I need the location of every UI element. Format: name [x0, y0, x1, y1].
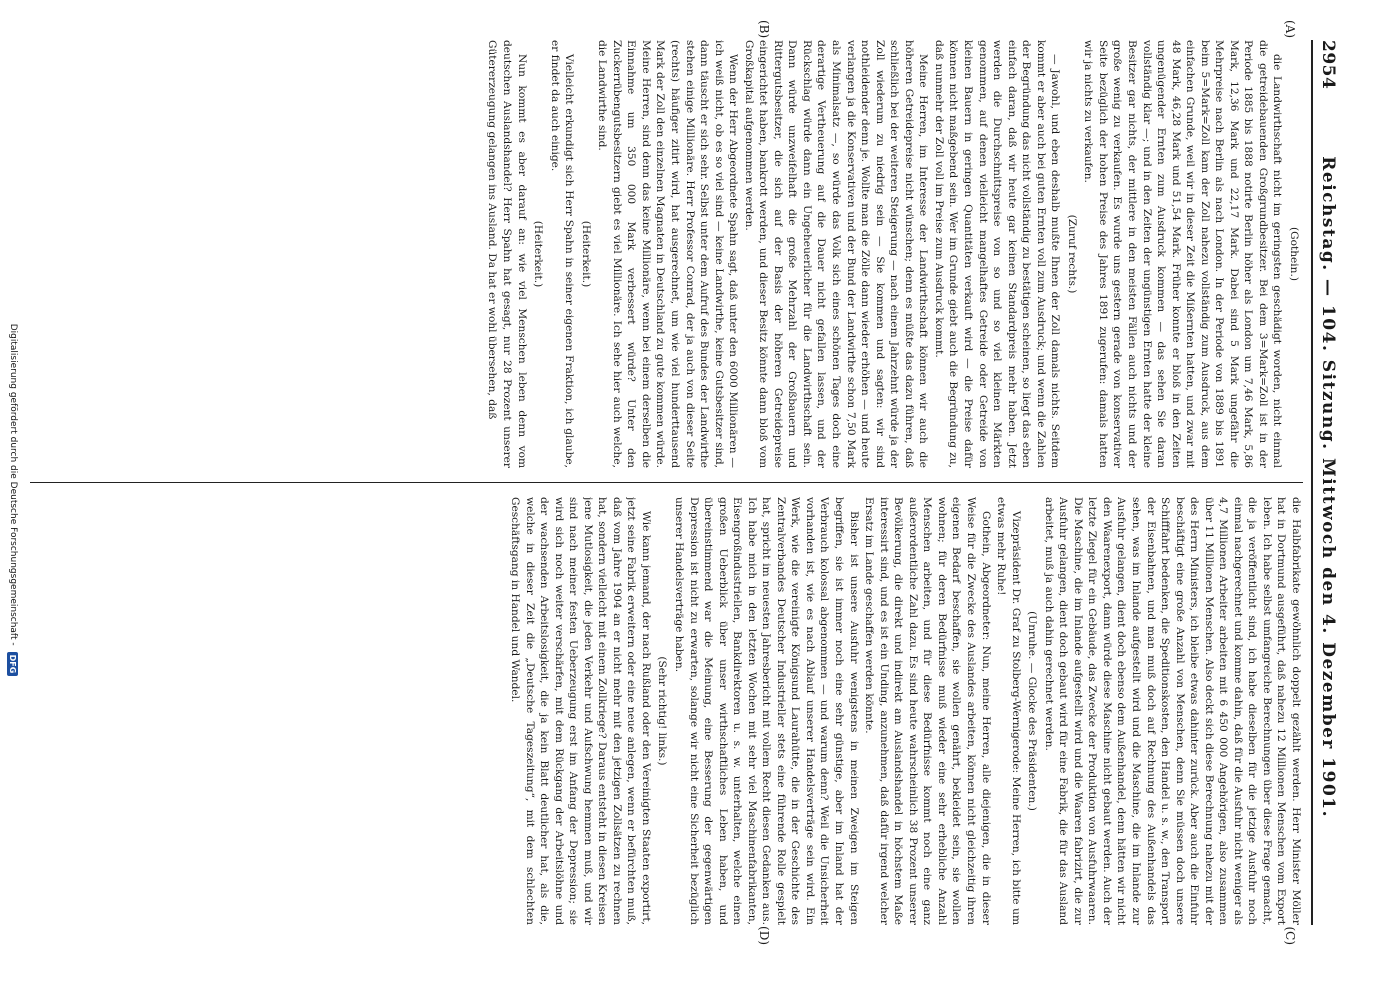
paragraph: die Halbfabrikate gewöhnlich doppelt gezählt werden. Herr Minister Möller hat in Dortmund ausgeführt, daß nahezu 12 Millionen Menschen vom Export leben. Ich habe selbst umfangreiche Berechnungen über diese Frage gemacht, die ja veröffentlicht sind, ich habe dieselben für die jetzige Ausfuhr noch einmal nachgerechnet und komme dahin, daß für die Ausfuhr nicht weniger als 4,7 Millionen Arbeiter arbeiten mit 6 450 000 Angehörigen, also zusammen über 11 Millionen Menschen. Also deckt sich diese Berechnung nahezu mit der des Herrn Ministers, ich bleibe etwas dahinter zurück. Aber auch die Einfuhr beschäftigt eine große Anzahl von Menschen, denn Sie müssen doch unsere Schifffahrt bedenken, die Speditionskosten, den Handel u. s. w., den Transport der Eisenbahnen, und man muß doch auf Rechnung des Außenhandels das sehen, was im Inlande aufgestellt wird und die Maschine, die im Inlande zur Ausfuhr gelangen, dient doch ebenso dem Außenhandel, denn hätten wir nicht den Waarenexport, dann würde diese Maschine nicht gebaut werden. Auch der letzte Ziegel für ein Gebäude, das Zwecke der Produktion von Ausfuhrwaaren. Die Maschine, die im Inlande aufgestellt wird und die Waaren fabrizirt, die zur Ausfuhr gelangen, dient doch gebaut wird für eine Fabrik, die für das Ausland arbeitet, muß ja auch dahin gerechnet werden. — [1042, 497, 1302, 925]
two-column-body — [30, 40, 1303, 925]
paragraph: Nun kommt es aber darauf an: wie viel Menschen leben denn vom deutschen Auslandshandel? Herr Spahn hat gesagt, nur 28 Prozent unserer Gütererzeugung gelangen ins Ausland. Da hat er wohl übersehen, daß — [486, 40, 528, 468]
margin-marker-b: (B) — [757, 20, 771, 39]
interjection: (Heiterkeit.) — [532, 220, 545, 288]
page-footer — [0, 0, 26, 1000]
paragraph: — Jawohl, und eben deshalb mußte Ihnen der Zoll damals nichts. Seitdem kommt er aber auch bei guten Ernten voll zum Ausdruck; und wenn die Zahlen der Begründung das nicht vollständig zu bestätigen scheinen, so liegt das eben einfach daran, daß wir heute gar keinen Standardpreis mehr haben. Jetzt werden die Durchschnittspreise von so und so viel kleinen Märkten genommen, auf denen vielleicht mangelhaftes Getreide oder Getreide von kleinen Bauern in geringen Quantitäten verkauft wird — die Preise dafür können nicht maßgebend sein. Wer im Grunde giebt auch die Begründung zu, daß nunmehr der Zoll voll im Preise zum Ausdruck kommt. — [932, 40, 1062, 468]
paragraph: Wenn der Herr Abgeordnete Spahn sagt, daß unter den 6000 Millionären — ich weiß nicht, ob es so viel sind — keine Landwirthe, keine Gutsbesitzer sind, dann täuscht er sich sehr. Selbst unter dem Aufruf des Bundes der Landwirthe stehen einige Millionäre. Herr Professor Conrad, der ja auch von dieser Seite (rechts) häufiger zitirt wird, hat ausgerechnet, um wie viel hunderttausend Mark der Zoll den einzelnen Magnaten in Deutschland zu gute kommen würde. Meine Herren, sind denn das keine Millionäre, wenn bei einem derselben die Einnahme um 350 000 Mark verbessert würde? Unter den Zuckerrübengutsbesitzern giebt es viel Millionäre. Ich sehe hier auch welche, die Landwirthe sind. — [596, 40, 740, 468]
paragraph: Vizepräsident Dr. Graf zu Stolberg-Wernigerode: Meine Herren, ich bitte um etwas mehr Ruhe! — [995, 497, 1022, 925]
left-column — [30, 40, 1303, 468]
footer-credit: Digitalisierung gefördert durch die Deutsche Forschungsgemeinschaft - — [8, 323, 18, 646]
paragraph: Wie kann jemand, der nach Rußland oder den Vereinigten Staaten exportirt, jetzt seine Fabrik erweitern oder eine neue anlegen, wenn er befürchten muß, daß vom Jahre 1904 an er nicht mehr mit den jetzigen Zollsätzen zu rechnen hat, sondern vielleicht mit einem Zollkriege? Daraus entsteht in diesen Kreisen jene Mutlosigkeit, die jeden Verkehr und Aufschwung hemmen muß, und wir sind nach meiner festen Ueberzeugung erst im Anfang der Depression; sie wird sich noch weiter verschärfen, mit dem Rückgang der Arbeitslöhne und der wachsenden Arbeitslosigkeit, die ja kein Blatt deutlicher hat, als die, welche in dieser Zeit die „Deutsche Tageszeitung“, mit dem schlechten Geschäftsgang in Handel und Wandel. — [509, 497, 652, 925]
interjection: (Zuruf rechts.) — [1065, 214, 1078, 294]
interjection: (Heiterkeit.) — [579, 220, 592, 288]
paragraph: Bisher ist unsere Ausfuhr wenigstens in meinen Zweigen im Steigen begriffen, sie ist immer noch eine sehr günstige, aber im Inland hat der Verbrauch kolossal abgenommen — und warum denn? Weil die Unsicherheit vorhanden ist, wie es nach Ablauf unserer Handelsverträge sein wird. Ein Werk, wie die vereinigte Königsund Laurahütte, die in der Geschichte des Zentralverbandes Deutscher Industrieller stets eine führende Rolle gespielt hat, spricht im neuesten Jahresbericht mit vollem Recht diesen Gedanken aus. Ich habe mich in den letzten Wochen mit sehr viel Maschinenfabrikanten, Eisengroßindustriellen, Bankdirektoren u. s. w. unterhalten, welche einen großen Ueberblick über unser wirthschaftliches Leben haben, und übereinstimmend war die Meinung, eine Besserung der gegenwärtigen Depression ist nicht zu erwarten, solange wir nicht eine Sicherheit bezüglich unserer Handelsverträge haben. — [673, 497, 860, 925]
margin-marker-c: (C) — [1283, 926, 1297, 945]
interjection: (Gothein.) — [1288, 226, 1300, 282]
interjection: (Sehr richtig! links.) — [656, 656, 669, 766]
paragraph: Meine Herren, im Interesse der Landwirthschaft können wir auch die höheren Getreidepreise nicht wünschen; denn es müßte das dazu führen, daß schließlich bei der weiteren Steigerung — nach einem Jahrzehnt würde ja der Zoll wiederum zu niedrig sein — Sie kommen und sagten: wir sind nothleidender denn je. Wollte man die Zölle dann wieder erhöhen — und heute verlangen ja die Konservativen und der Bund der Landwirthe schon 7,50 Mark als Minimalsatz —, so würde das Volk sich eines schönen Tages doch eine derartige Vertheuerung auf die Dauer nicht gefallen lassen, und der Rückschlag würde dann ein Ungeheuerlicher für die Landwirthschaft sein. Dann würde unzweifelhaft die große Mehrzahl der Großbauern und Rittergutsbesitzer, die sich auf der Basis der höheren Getreidepreise eingerichtet haben, bankrott werden, und dieser Besitz könnte dann bloß vom Großkapital aufgenommen werden. — [742, 40, 930, 468]
paragraph: Vielleicht erkundigt sich Herr Spahn in seiner eigenen Fraktion, ich glaube, er findet da auch einige. — [548, 40, 576, 468]
paragraph: die Landwirthschaft nicht im geringsten geschädigt worden, nicht einmal die getreidebauenden Großgrundbesitzer. Bei dem 3=Mark=Zoll ist in der Periode 1885 bis 1888 notirte Berlin höher als London um 7,46 Mark, 5,86 Mark, 12,36 Mark und 22,17 Mark. Dabei sind 5 Mark ungefähr die Mehrpreise nach Berlin als nach London. In der Periode von 1889 bis 1891 beim 5=Mark=Zoll kam der Zoll nahezu vollständig zum Ausdruck, aus dem einfachen Grunde, weil wir in dieser Zeit die Mißernten hatten, und zwar mit 48 Mark, 46,28 Mark und 51,54 Mark. Früher konnte er bloß in den Zeiten ungenügender Ernten zum Ausdruck kommen — das sehen Sie daran vollständig klar —; und in den Zeiten der ungünstigen Ernten hatte der kleine Besitzer gar nichts, der mittlere in den meisten Fällen auch nichts und der große wenig zu verkaufen. Es wurde uns gestern gerade von konservativer Seite bezüglich der hohen Preise des Jahres 1891 zugerufen: damals hatten wir ja nichts zu verkaufen. — [1082, 40, 1284, 468]
page-number: 2954 — [1318, 40, 1338, 90]
page-title: Reichstag. — 104. Sitzung. Mittwoch den 4. Dezember 1901. — [1318, 156, 1338, 819]
dfg-logo: DFG — [8, 652, 19, 677]
column-divider — [30, 482, 1303, 483]
page-header — [1311, 40, 1343, 925]
right-column — [30, 497, 1303, 925]
paragraph: Gothein, Abgeordneter: Nun, meine Herren, alle diejenigen, die in dieser Weise für die Zwecke des Auslandes arbeiten, können nicht gleichzeitig ihren eigenen Bedarf beschaffen, sie wollen genährt, bekleidet sein, sie wollen wohnen; für deren Bedürfnisse muß wieder eine sehr erhebliche Anzahl Menschen arbeiten, und für diese Bedürfnisse kommt noch eine ganz außerordentliche Zahl dazu. Es sind heute wahrscheinlich 38 Prozent unserer Bevölkerung, die direkt und indirekt am Auslandshandel in höchstem Maße interessirt sind, und es ist ein Unding, anzunehmen, daß dafür irgend welcher Ersatz im Lande geschaffen werden könnte. — [863, 497, 992, 925]
margin-marker-a: (A) — [1283, 20, 1297, 39]
margin-marker-d: (D) — [757, 926, 771, 945]
interjection: (Unruhe. — Glocke des Präsidenten.) — [1026, 611, 1039, 811]
